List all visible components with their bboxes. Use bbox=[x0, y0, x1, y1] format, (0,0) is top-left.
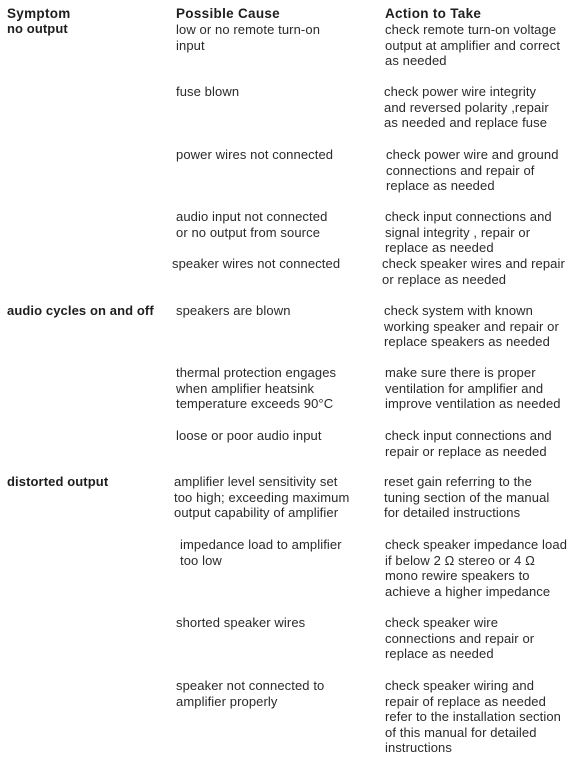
cause-shorted-speaker-wires: shorted speaker wires bbox=[176, 615, 306, 630]
action-loose-audio-input: check input connections and repair or replace as needed bbox=[385, 428, 552, 459]
cause-impedance-load: impedance load to amplifier too low bbox=[180, 537, 342, 568]
cause-speakers-blown: speakers are blown bbox=[176, 303, 291, 318]
action-fuse-blown: check power wire integrity and reversed polarity ,repair as needed and replace fuse bbox=[384, 84, 549, 131]
cause-audio-input: audio input not connected or no output from source bbox=[176, 209, 328, 240]
action-level-sensitivity: reset gain referring to the tuning section of the manual for detailed instructions bbox=[384, 474, 550, 521]
action-speakers-blown: check system with known working speaker and repair or replace speakers as needed bbox=[384, 303, 559, 350]
cause-fuse-blown: fuse blown bbox=[176, 84, 240, 99]
cause-power-wires: power wires not connected bbox=[176, 147, 334, 162]
header-action-to-take: Action to Take bbox=[385, 6, 482, 21]
action-remote-turn-on: check remote turn-on voltage output at amplifier and correct as needed bbox=[385, 22, 561, 69]
action-speaker-wires: check speaker wires and repair or replace as needed bbox=[382, 256, 565, 287]
cause-loose-audio-input: loose or poor audio input bbox=[176, 428, 322, 443]
action-power-wires: check power wire and ground connections and repair of replace as needed bbox=[386, 147, 559, 194]
symptom-audio-cycles: audio cycles on and off bbox=[7, 303, 154, 318]
action-speaker-not-connected: check speaker wiring and repair of replace as needed refer to the installation section of this manual for detailed instructions bbox=[385, 678, 562, 756]
header-possible-cause: Possible Cause bbox=[176, 6, 280, 21]
cause-thermal-protection: thermal protection engages when amplifier heatsink temperature exceeds 90°C bbox=[176, 365, 337, 412]
cause-speaker-not-connected: speaker not connected to amplifier properly bbox=[176, 678, 325, 709]
cause-remote-turn-on: low or no remote turn-on input bbox=[176, 22, 321, 53]
action-audio-input: check input connections and signal integrity , repair or replace as needed bbox=[385, 209, 552, 256]
action-thermal-protection: make sure there is proper ventilation for amplifier and improve ventilation as needed bbox=[385, 365, 561, 412]
symptom-distorted-output: distorted output bbox=[7, 474, 109, 489]
action-impedance-load: check speaker impedance load if below 2 Ω stereo or 4 Ω mono rewire speakers to achieve a higher impedance bbox=[385, 537, 568, 599]
action-shorted-speaker-wires: check speaker wire connections and repair or replace as needed bbox=[385, 615, 535, 662]
header-symptom: Symptom bbox=[7, 6, 71, 21]
cause-level-sensitivity: amplifier level sensitivity set too high; exceeding maximum output capability of amplifier bbox=[174, 474, 350, 521]
symptom-no-output: no output bbox=[7, 21, 68, 36]
cause-speaker-wires: speaker wires not connected bbox=[172, 256, 341, 271]
